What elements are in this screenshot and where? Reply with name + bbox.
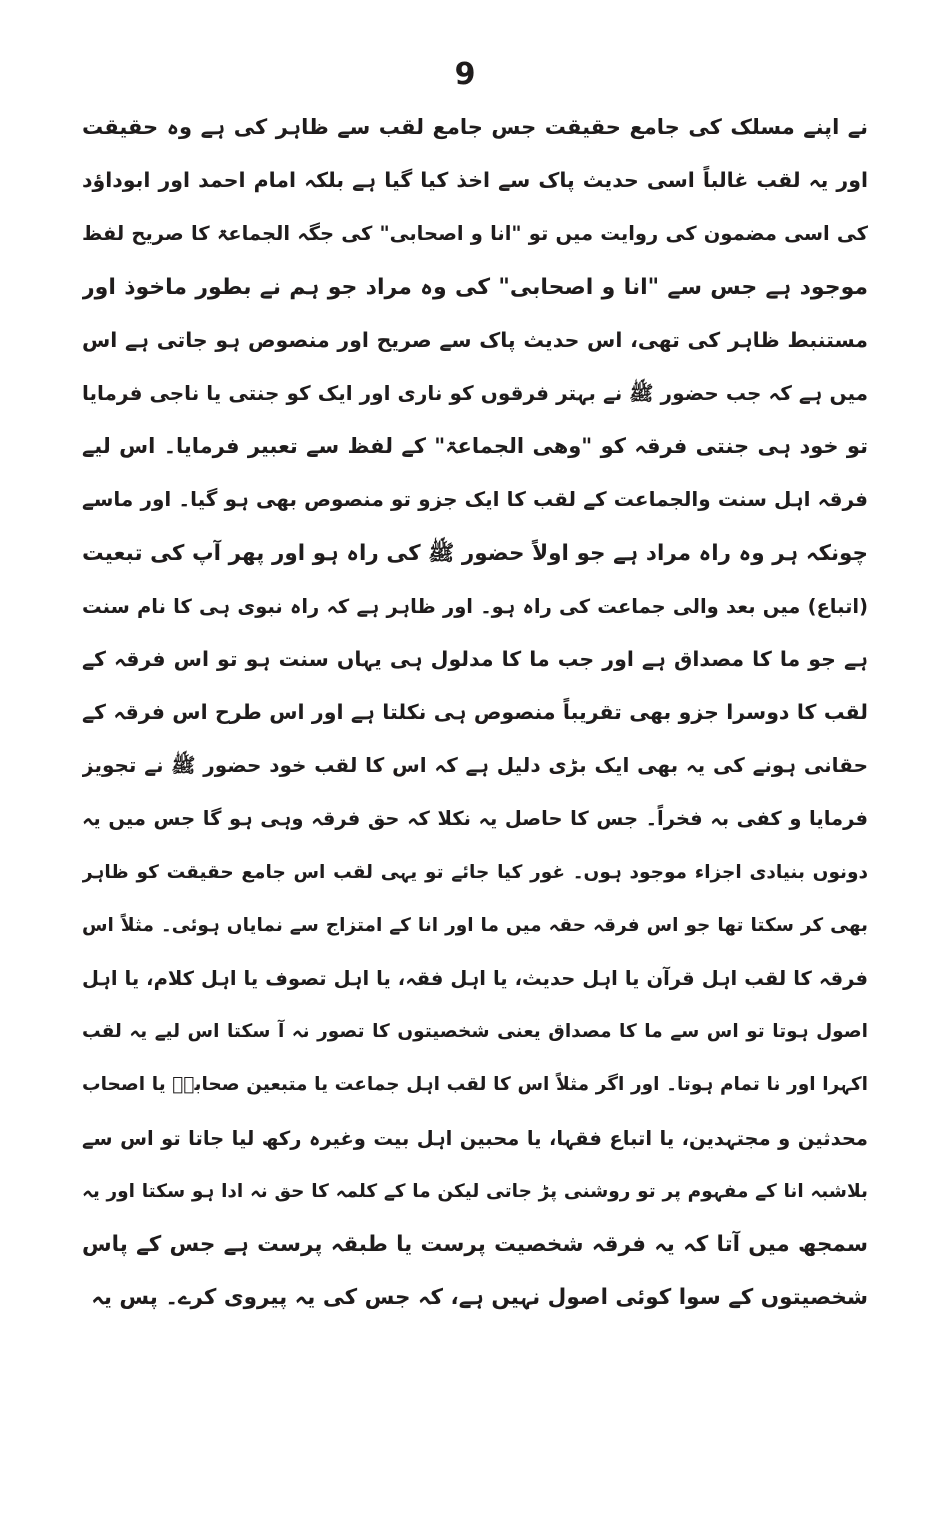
text-line: لقب کا دوسرا جزو بھی تقریباً منصوص ہی نکلتا ہے اور اس طرح اس فرقہ کے	[82, 700, 868, 725]
text-line: مستنبط ظاہر کی تھی، اس حدیث پاک سے صریح اور منصوص ہو جاتی ہے اس	[82, 327, 868, 352]
text-line: بلاشبہ انا کے مفہوم پر تو روشنی پڑ جاتی لیکن ما کے کلمہ کا حق نہ ادا ہو سکتا اور یہ	[82, 1180, 868, 1202]
text-line: نے اپنے مسلک کی جامع حقیقت جس جامع لقب سے ظاہر کی ہے وہ حقیقت	[82, 115, 868, 139]
text-line: فرمایا و کفی بہ فخراً۔ جس کا حاصل یہ نکلا کہ حق فرقہ وہی ہو گا جس میں یہ	[82, 807, 868, 831]
text-line: میں ہے کہ جب حضور ﷺ نے بہتر فرقوں کو ناری اور ایک کو جنتی یا ناجی فرمایا	[82, 380, 868, 405]
text-line: شخصیتوں کے سوا کوئی اصول نہیں ہے، کہ جس کی یہ پیروی کرے۔ پس یہ	[91, 1285, 868, 1311]
text-line: اصول ہوتا تو اس سے ما کا مصداق یعنی شخصیتوں کا تصور نہ آ سکتا اس لیے یہ لقب	[82, 1021, 868, 1043]
text-line: اکہرا اور نا تمام ہوتا۔ اور اگر مثلاً اس کا لقب اہل جماعت یا متبعین صحابہؓ یا اصحاب	[82, 1074, 868, 1096]
text-line: ہے جو ما کا مصداق ہے اور جب ما کا مدلول ہی یہاں سنت ہو تو اس فرقہ کے	[82, 646, 868, 671]
text-line: تو خود ہی جنتی فرقہ کو "وھی الجماعۃ" کے لفظ سے تعبیر فرمایا۔ اس لیے	[82, 434, 868, 459]
text-line: محدثین و مجتہدین، یا اتباع فقہا، یا محبین اہل بیت وغیرہ رکھ لیا جاتا تو اس سے	[82, 1126, 868, 1150]
text-line: دونوں بنیادی اجزاء موجود ہوں۔ غور کیا جائے تو یہی لقب اس جامع حقیقت کو ظاہر	[82, 861, 868, 883]
text-line: چونکہ ہر وہ راہ مراد ہے جو اولاً حضور ﷺ کی راہ ہو اور پھر آپ کی تبعیت	[82, 540, 868, 566]
text-line: اور یہ لقب غالباً اسی حدیث پاک سے اخذ کیا گیا ہے بلکہ امام احمد اور ابوداؤد	[82, 168, 868, 193]
text-line: (اتباع) میں بعد والی جماعت کی راہ ہو۔ اور ظاہر ہے کہ راہ نبوی ہی کا نام سنت	[82, 594, 868, 618]
text-line: بھی کر سکتا تھا جو اس فرقہ حقہ میں ما اور انا کے امتزاج سے نمایاں ہوئی۔ مثلاً اس	[82, 914, 868, 936]
text-line: فرقہ کا لقب اہل قرآن یا اہل حدیث، یا اہل فقہ، یا اہل تصوف یا اہل کلام، یا اہل	[82, 967, 868, 990]
page-number: 9	[454, 57, 476, 92]
body-text	[82, 101, 868, 1324]
text-line: موجود ہے جس سے "انا و اصحابی" کی وہ مراد جو ہم نے بطور ماخوذ اور	[82, 274, 868, 300]
text-line: فرقہ اہل سنت والجماعت کے لقب کا ایک جزو تو منصوص بھی ہو گیا۔ اور ماسے	[82, 487, 868, 512]
text-line: حقانی ہونے کی یہ بھی ایک بڑی دلیل ہے کہ اس کا لقب خود حضور ﷺ نے تجویز	[82, 753, 868, 778]
text-line: سمجھ میں آتا کہ یہ فرقہ شخصیت پرست یا طبقہ پرست ہے جس کے پاس	[82, 1231, 868, 1257]
text-line: کی اسی مضمون کی روایت میں تو "انا و اصحابی" کی جگہ الجماعۃ کا صریح لفظ	[82, 222, 868, 246]
